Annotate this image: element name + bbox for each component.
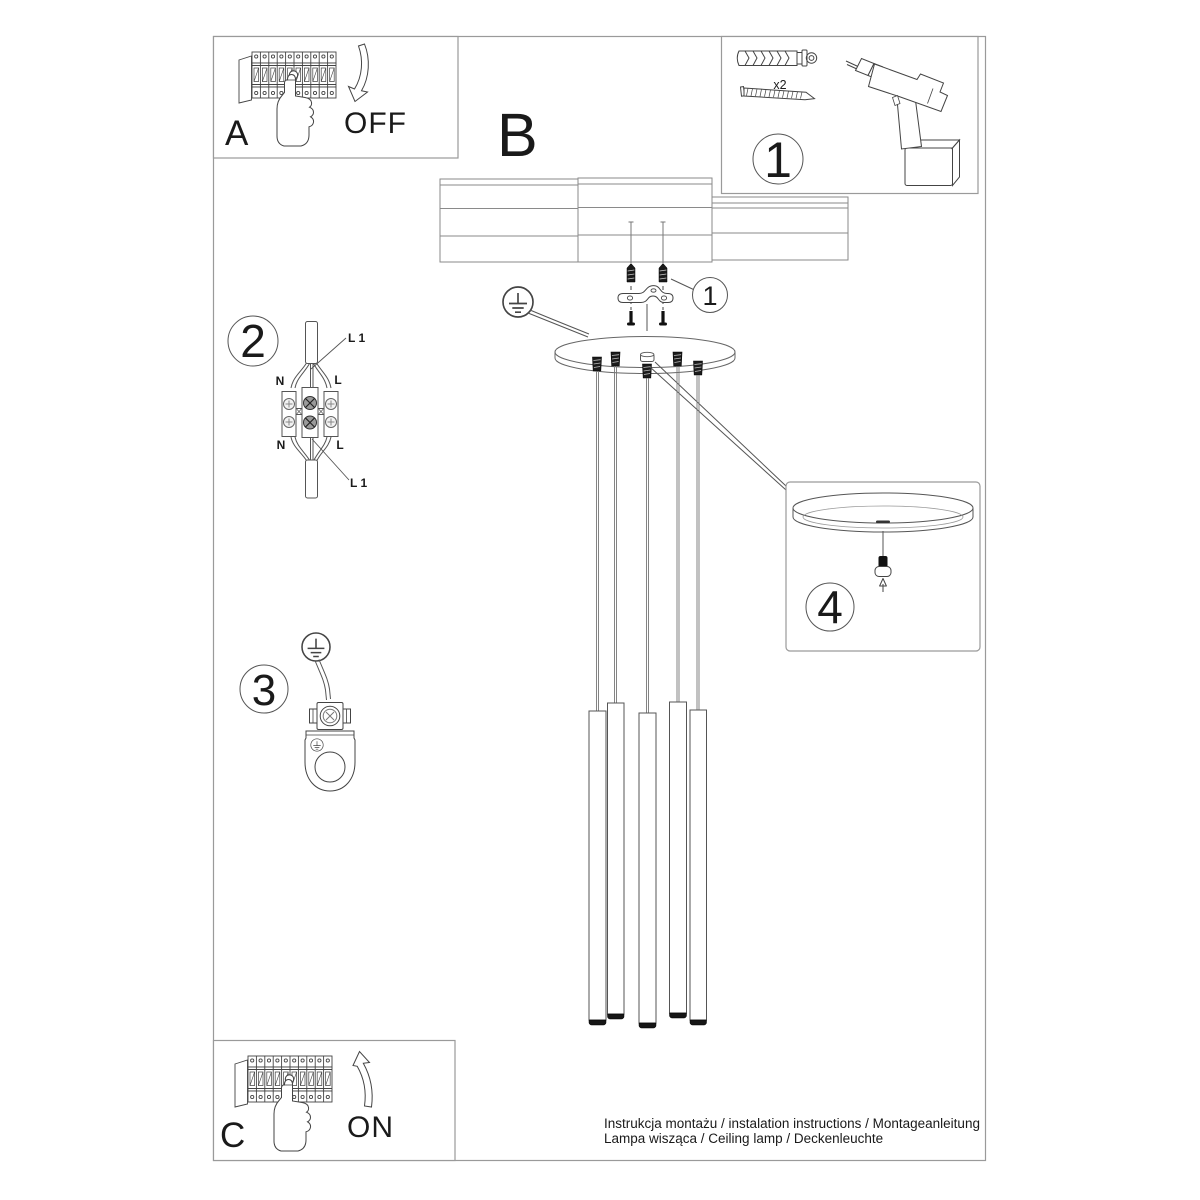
panel-a-action-off: OFF: [344, 107, 407, 140]
panel-canopy-detail: [786, 482, 980, 651]
canopy-center-cap: [641, 352, 655, 361]
caption-line-2: Lampa wisząca / Ceiling lamp / Deckenleuchte: [604, 1131, 884, 1146]
canopy-slot: [876, 521, 890, 524]
panel-a-label: A: [225, 114, 249, 153]
wire-label-l1-bottom: L 1: [350, 476, 368, 490]
panel-kit: [722, 37, 979, 194]
panel-c-label: C: [220, 1116, 246, 1155]
step-2-number: 2: [240, 315, 266, 367]
wire-label-l-top: L: [334, 373, 342, 387]
bracket-hole: [315, 752, 345, 782]
step-b-label: B: [497, 101, 538, 169]
panel-a: [214, 37, 459, 159]
wall-plug-icon: [737, 50, 816, 66]
caption-line-1: Instrukcja montażu / instalation instructions / Montageanleitung: [604, 1116, 980, 1131]
mount-callout-number: 1: [702, 281, 718, 311]
panel-c: [214, 1041, 456, 1161]
anchor-quantity: x2: [773, 78, 787, 92]
cable-bottom: [306, 460, 318, 498]
panel-c-action-on: ON: [347, 1111, 394, 1144]
terminal-center: [302, 388, 318, 438]
wire-label-l1-top: L 1: [348, 331, 366, 345]
cord-grip-icon: [643, 364, 652, 378]
cable-top: [306, 322, 318, 364]
step-4-number: 4: [817, 581, 843, 633]
wire-label-n-bottom: N: [276, 438, 286, 452]
wire-label-l-bottom: L: [336, 438, 344, 452]
cord-grip-icon: [694, 361, 703, 375]
cord-grip-icon: [593, 357, 602, 371]
step-1-number: 1: [764, 132, 792, 188]
cord-grip-icon: [673, 352, 682, 366]
step-3-number: 3: [251, 666, 277, 715]
canopy-disc-icon: [793, 493, 973, 523]
cord-grip-icon: [611, 352, 620, 366]
plug-cap-icon: [875, 567, 891, 577]
wire-label-n-top: N: [275, 374, 285, 388]
